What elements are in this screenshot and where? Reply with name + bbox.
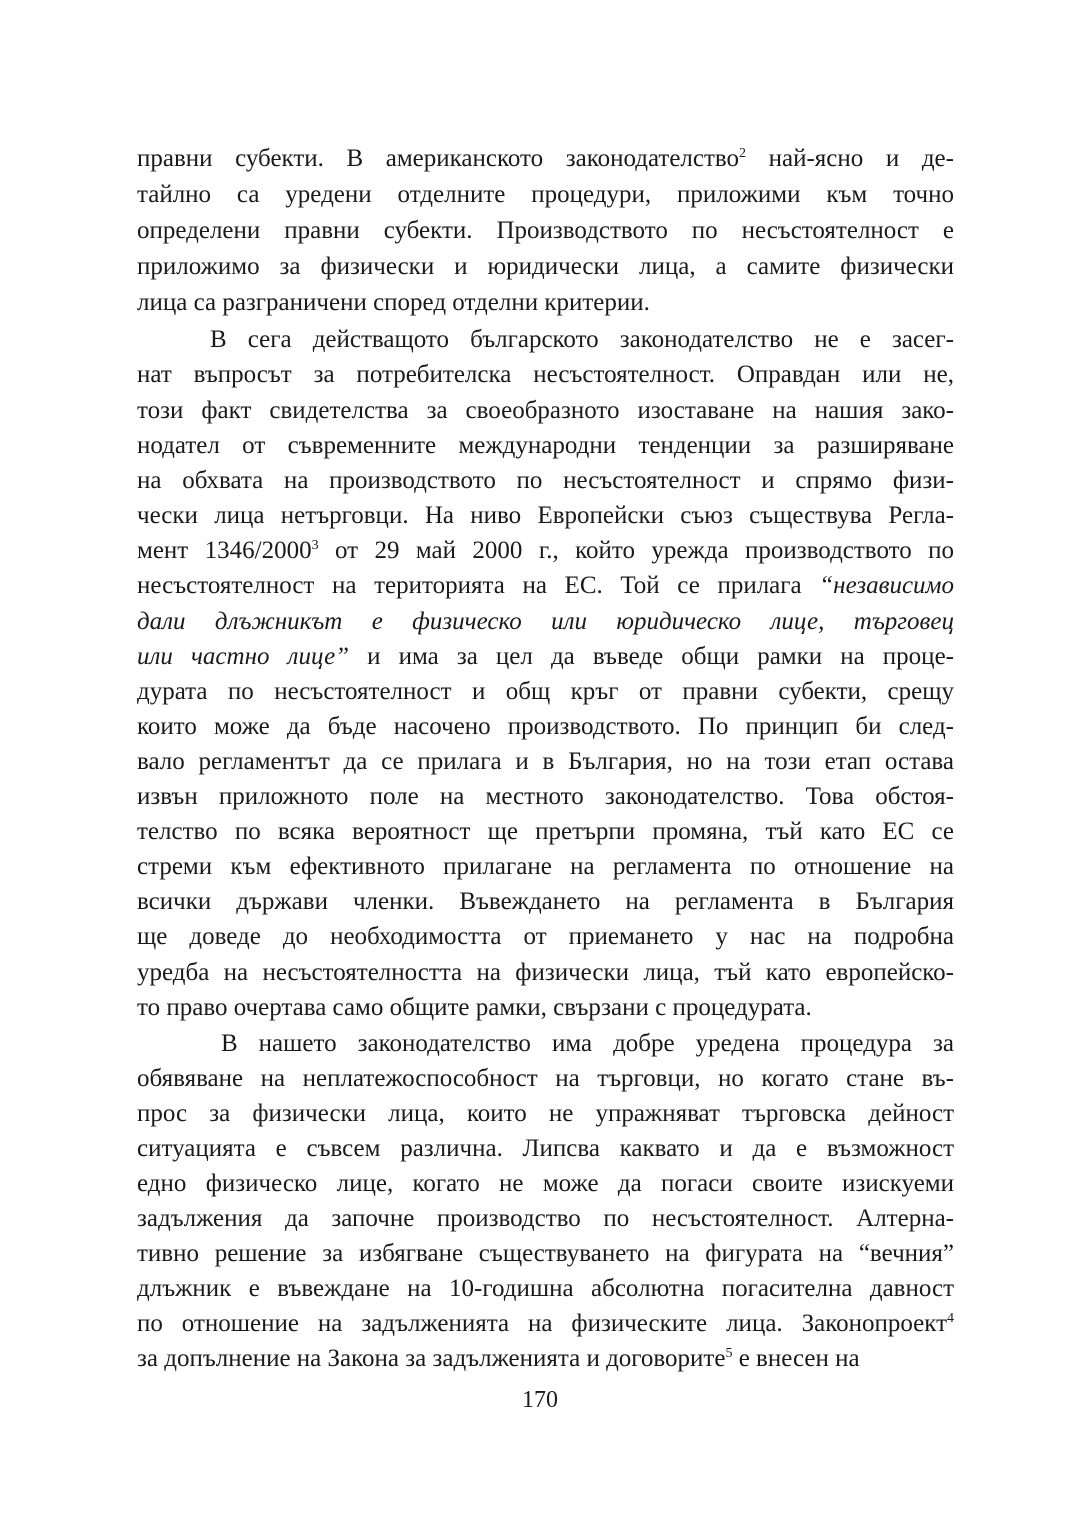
text-line: вало регламентът да се прилага и в България, но на този етап остава: [137, 748, 954, 775]
text-line: мент 1346/2000$^3$ от 29 май 2000 г., който урежда производството по: [137, 537, 954, 564]
text-line: то право очертава само общите рамки, свързани с процедурата.: [137, 994, 812, 1021]
footnote-ref: 3: [311, 538, 319, 553]
footnote-ref: 4: [947, 1311, 954, 1326]
text-line: този факт свидетелства за своеобразното изоставане на нашия зако-: [137, 397, 954, 424]
text-line: ще доведе до необходимостта от приемането у нас на подробна: [137, 923, 954, 950]
text-line: всички държави членки. Въвеждането на регламента в България: [137, 888, 954, 915]
text-line: определени правни субекти. Производството по несъстоятелност е: [137, 217, 954, 244]
text-line: В сега действащото българското законодателство не е засег-: [210, 326, 954, 353]
text-line: извън приложното поле на местното законодателство. Това обстоя-: [137, 783, 954, 810]
text-line: нат въпросът за потребителска несъстоятелност. Оправдан или не,: [137, 361, 954, 388]
italic-quote: “независимо: [819, 572, 954, 599]
footnote-ref: 2: [739, 146, 747, 161]
footnote-ref: 5: [725, 1346, 733, 1361]
text-line: задължения да започне производство по несъстоятелност. Алтерна-: [137, 1205, 954, 1232]
text-line: за допълнение на Закона за задълженията и договорите$^5$ е внесен на: [137, 1345, 860, 1372]
text-line: които може да бъде насочено производството. По принцип би след-: [137, 713, 954, 740]
text-line: дурата по несъстоятелност и общ кръг от правни субекти, срещу: [137, 678, 954, 705]
text-line: стреми към ефективното прилагане на регламента по отношение на: [137, 853, 954, 880]
text-line: обявяване на неплатежоспособност на търговци, но когато стане въ-: [137, 1065, 954, 1092]
italic-quote: дали длъжникът е физическо или юридическо лице, търговец: [137, 608, 954, 635]
text-line: едно физическо лице, когато не може да погаси своите изискуеми: [137, 1170, 954, 1197]
italic-quote: или частно лице”: [137, 643, 350, 670]
text-line: или частно лице” и има за цел да въведе общи рамки на проце-: [137, 643, 954, 670]
text-line: уредба на несъстоятелността на физически лица, тъй като европейско-: [137, 959, 954, 986]
text-line: тивно решение за избягване съществуването на фигурата на “вечния”: [137, 1240, 954, 1267]
text-line: по отношение на задълженията на физическите лица. Законопроект$^4$: [137, 1310, 954, 1337]
text-line: нодател от съвременните международни тенденции за разширяване: [137, 432, 954, 459]
text-line: правни субекти. В американското законодателство$^2$ най-ясно и де-: [137, 145, 954, 172]
text-line: тайлно са уредени отделните процедури, приложими към точно: [137, 181, 954, 208]
text-line: приложимо за физически и юридически лица, а самите физически: [137, 253, 954, 280]
text-line: ситуацията е съвсем различна. Липсва каквато и да е възможност: [137, 1135, 954, 1162]
text-line: прос за физически лица, които не упражняват търговска дейност: [137, 1100, 954, 1127]
text-line: лица са разграничени според отделни критерии.: [137, 289, 650, 316]
text-line: длъжник е въвеждане на 10-годишна абсолютна погасителна давност: [137, 1275, 954, 1302]
text-line: телство по всяка вероятност ще претърпи промяна, тъй като ЕС се: [137, 818, 954, 845]
text-line: В нашето законодателство има добре уредена процедура за: [221, 1030, 954, 1057]
text-line: чески лица нетърговци. На ниво Европейски съюз съществува Регла-: [137, 502, 954, 529]
text-line: на обхвата на производството по несъстоятелност и спрямо физи-: [137, 467, 954, 494]
text-line: несъстоятелност на територията на ЕС. Той се прилага “независимо: [137, 572, 954, 599]
text-line: [137, 604, 954, 640]
page-number: 170: [522, 1387, 558, 1413]
